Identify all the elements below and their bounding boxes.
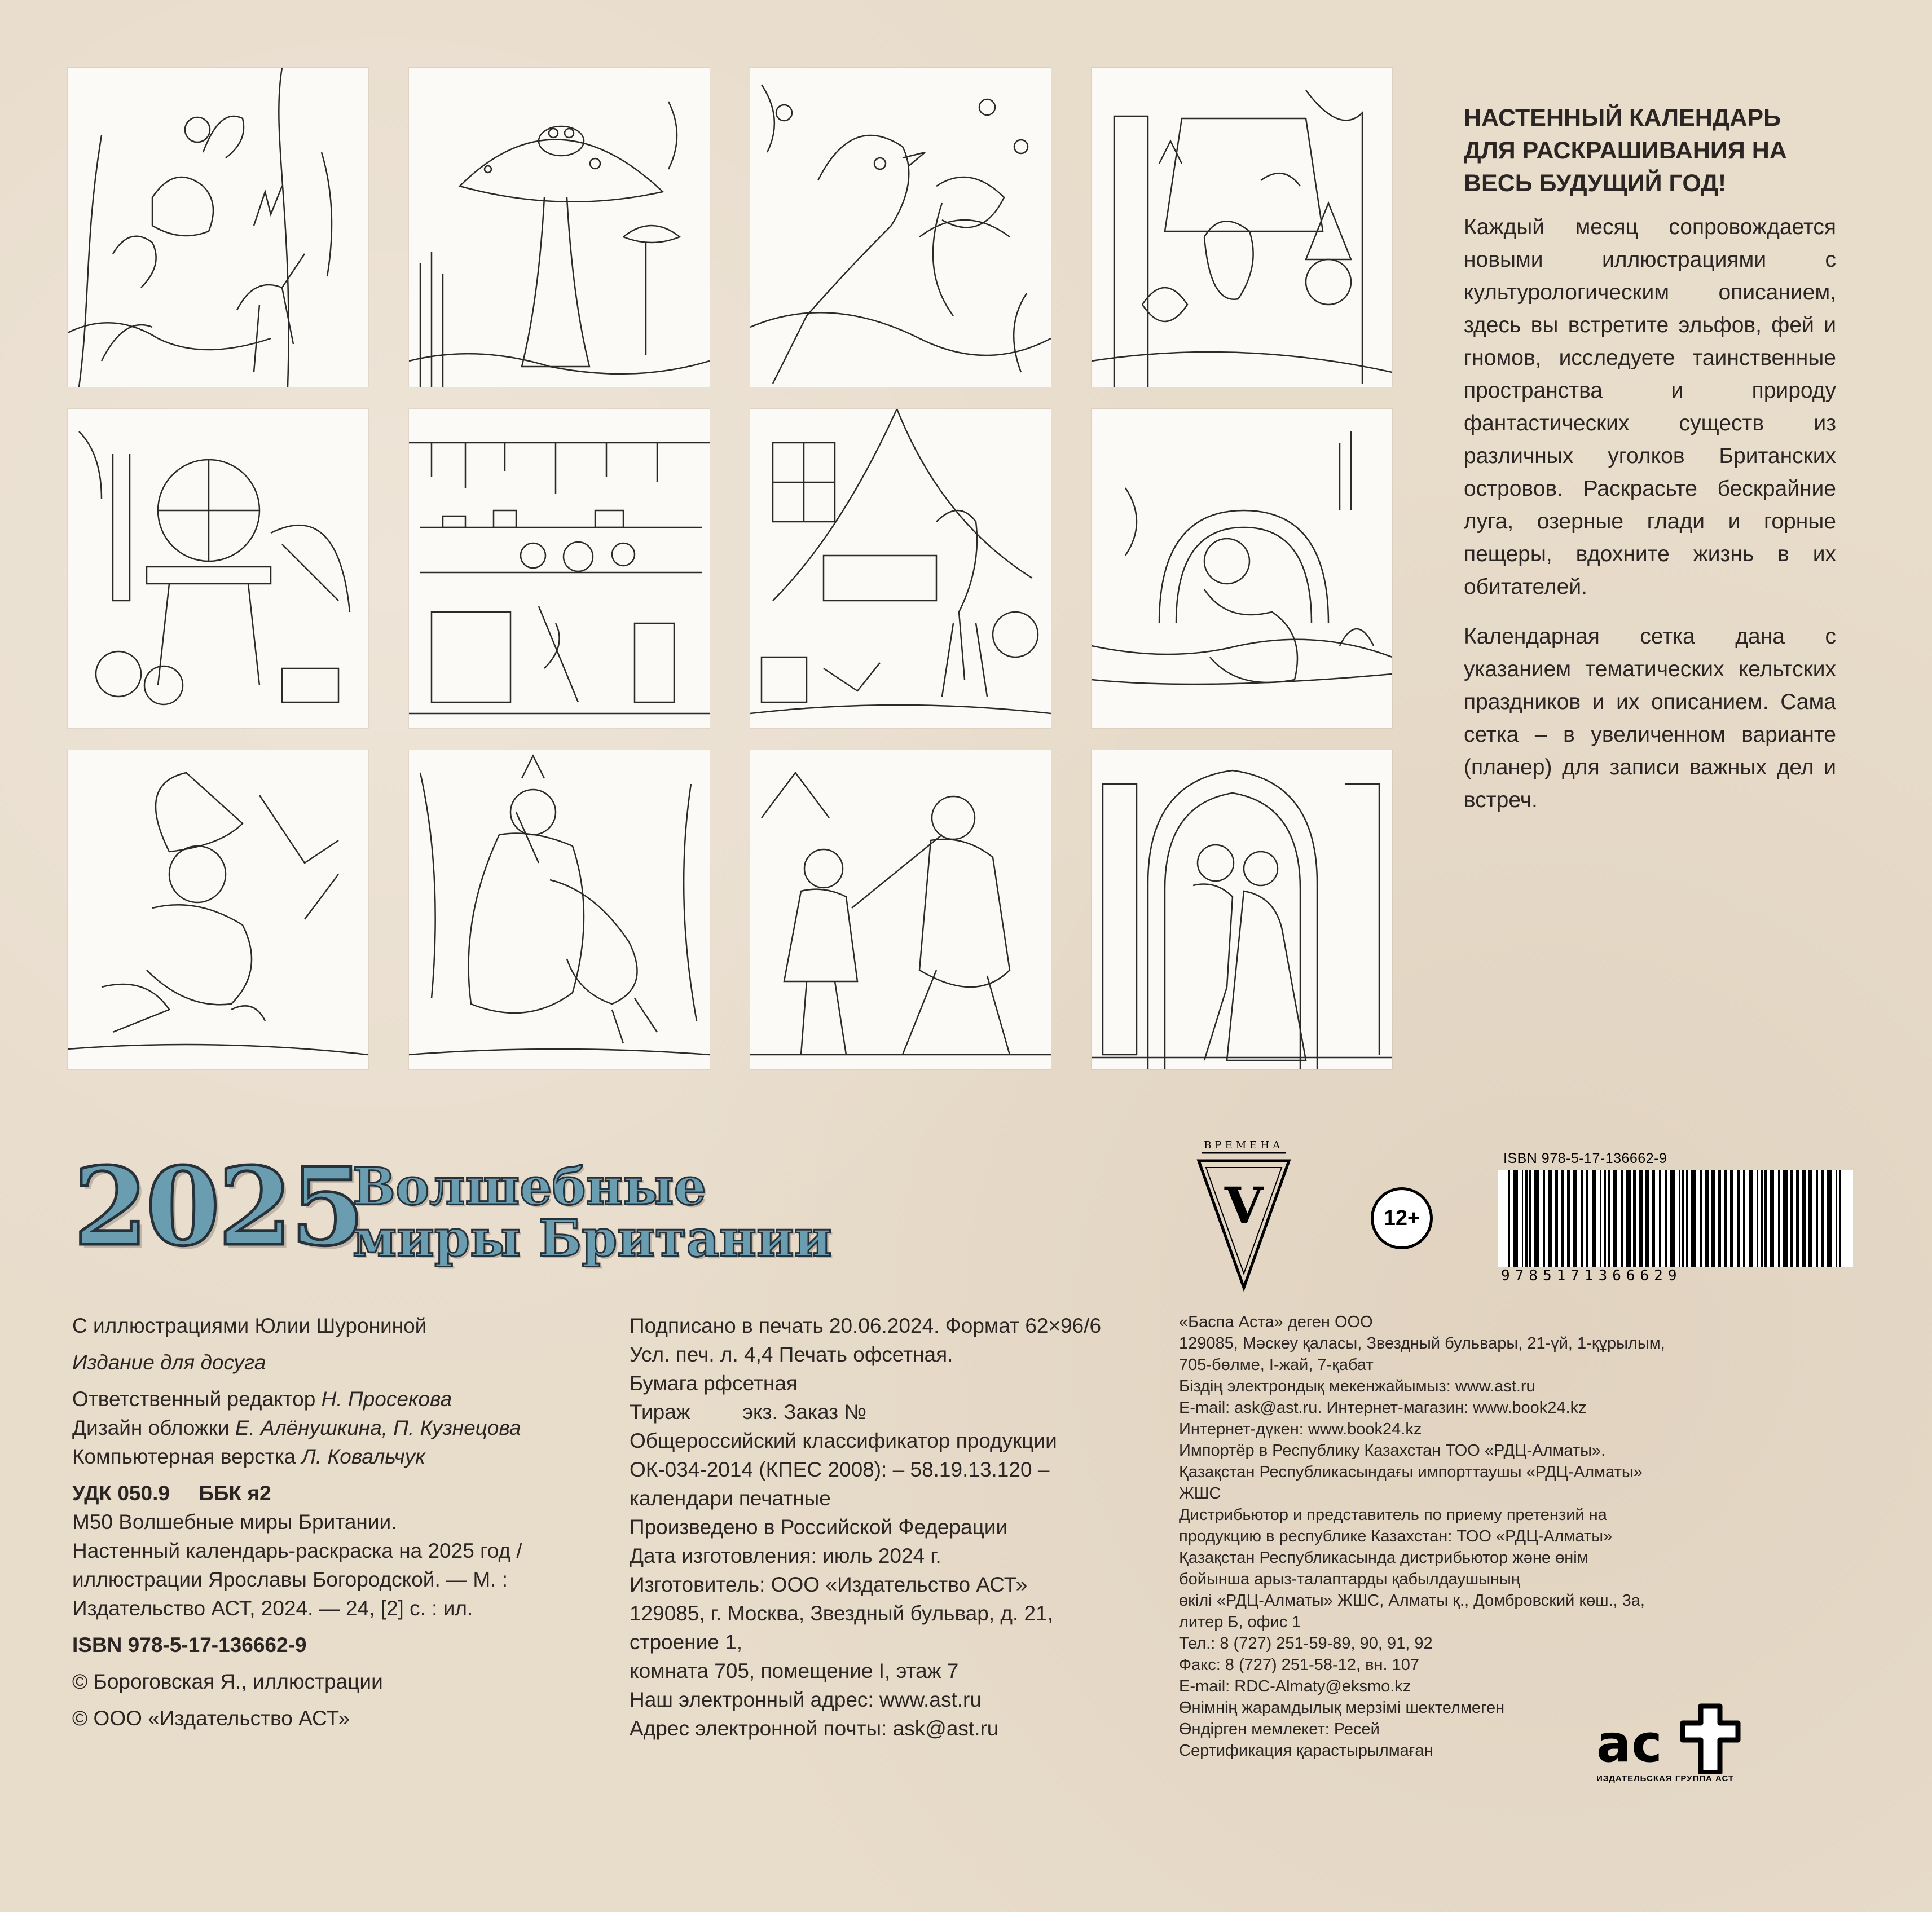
kz-info-line: Интернет-дүкен: www.book24.kz xyxy=(1179,1420,1422,1438)
line-art xyxy=(68,68,368,387)
kz-info-column xyxy=(1179,1311,1799,1761)
troll-bridge-illustration xyxy=(1092,409,1392,728)
barcode-bars xyxy=(1498,1170,1853,1267)
vremena-logo xyxy=(1196,1138,1292,1293)
line-art xyxy=(409,409,710,728)
barcode-bar xyxy=(1522,1170,1523,1267)
ast-logo xyxy=(1596,1700,1760,1774)
title-name xyxy=(353,1157,832,1268)
gnome-cave-illustration xyxy=(1092,68,1392,387)
barcode-bar xyxy=(1645,1170,1649,1267)
barcode-bar xyxy=(1639,1170,1643,1267)
barcode-bar xyxy=(1757,1170,1758,1267)
barcode-bar xyxy=(1718,1170,1721,1267)
barcode-bar xyxy=(1534,1170,1539,1267)
kz-info-line: 705-бөлме, I-жай, 7-қабат xyxy=(1179,1356,1374,1374)
barcode-bar xyxy=(1808,1170,1812,1267)
barcode-bar xyxy=(1679,1170,1680,1267)
layout-credit xyxy=(72,1442,580,1471)
line-art xyxy=(750,68,1051,387)
fairy-riders-deer-illustration xyxy=(68,68,368,387)
print-info-line: Наш электронный адрес: www.ast.ru xyxy=(630,1688,982,1711)
kz-info-line: Өндірген мемлекет: Ресей xyxy=(1179,1720,1380,1738)
barcode-isbn-label: ISBN 978-5-17-136662-9 xyxy=(1503,1151,1667,1166)
barcode-bar xyxy=(1581,1170,1583,1267)
kz-info-line: бойынша арыз-талаптарды қабылдаушының xyxy=(1179,1570,1520,1588)
barcode-bar xyxy=(1796,1170,1799,1267)
barcode xyxy=(1498,1151,1864,1292)
kz-info-line: «Баспа Аста» деген ООО xyxy=(1179,1313,1373,1331)
barcode-bar xyxy=(1711,1170,1715,1267)
vremena-logo-letter: V xyxy=(1224,1176,1264,1235)
kz-info-line: Тел.: 8 (727) 251-59-89, 90, 91, 92 xyxy=(1179,1635,1433,1653)
couple-archway-illustration xyxy=(1092,750,1392,1069)
globe-study-illustration xyxy=(68,409,368,728)
title-line-2: миры Британии xyxy=(353,1209,832,1268)
barcode-bar xyxy=(1802,1170,1806,1267)
barcode-bar xyxy=(1613,1170,1617,1267)
barcode-bar xyxy=(1839,1170,1841,1267)
print-info-line: календари печатные xyxy=(630,1487,831,1510)
kitchen-brownie-illustration xyxy=(409,409,710,728)
barcode-bar xyxy=(1665,1170,1667,1267)
print-info-line: Тираж экз. Заказ № xyxy=(630,1400,867,1424)
barcode-bar xyxy=(1573,1170,1577,1267)
barcode-bar xyxy=(1764,1170,1767,1267)
tent-elf-illustration xyxy=(750,409,1051,728)
barcode-bar xyxy=(1548,1170,1552,1267)
barcode-bar xyxy=(1608,1170,1610,1267)
kz-info-line: продукцию в республике Казахстан: ТОО «РДЦ-Алматы» xyxy=(1179,1527,1613,1545)
print-info-column xyxy=(630,1311,1148,1743)
kz-info-line: Өнімнің жарамдылық мерзімі шектелмеген xyxy=(1179,1699,1505,1717)
barcode-bar xyxy=(1778,1170,1780,1267)
kz-info-line: Қазақстан Республикасында дистрибьютор және өнім xyxy=(1179,1549,1588,1567)
vremena-logo-text: ВРЕМЕНА xyxy=(1204,1139,1284,1151)
credits-column xyxy=(72,1311,580,1733)
barcode-bar xyxy=(1543,1170,1545,1267)
illustrator-credit: С иллюстрациями Юлии Шурониной xyxy=(72,1314,427,1337)
barcode-bar xyxy=(1652,1170,1655,1267)
editor-credit xyxy=(72,1385,580,1413)
age-rating-badge: 12+ xyxy=(1371,1187,1433,1249)
leprechaun-illustration xyxy=(68,750,368,1069)
barcode-bar xyxy=(1691,1170,1696,1267)
barcode-stripes xyxy=(1498,1170,1853,1267)
ast-logo-text: ac xyxy=(1596,1713,1662,1774)
bird-fairy-illustration xyxy=(750,68,1051,387)
barcode-bar xyxy=(1604,1170,1606,1267)
barcode-bar xyxy=(1600,1170,1601,1267)
description-paragraph-2: Календарная сетка дана с указанием тематических кельтских праздников и их описанием. Сама сетка – в увеличенном варианте (планер) для записи важных дел и встреч. xyxy=(1464,624,1836,812)
kz-info-line: 129085, Мәскеу қаласы, Звездный бульвары, 21-үй, 1-құрылым, xyxy=(1179,1334,1665,1353)
print-info-line: Общероссийский классификатор продукции xyxy=(630,1429,1057,1452)
line-art xyxy=(1092,409,1392,728)
barcode-bar xyxy=(1783,1170,1788,1267)
barcode-bar xyxy=(1761,1170,1763,1267)
ast-logo-cross xyxy=(1683,1706,1738,1773)
line-art xyxy=(409,68,710,387)
illustration-grid xyxy=(68,68,1340,1055)
catalog-desc-1: Настенный календарь-раскраска на 2025 год / xyxy=(72,1539,522,1562)
barcode-bar xyxy=(1659,1170,1661,1267)
barcode-bar xyxy=(1836,1170,1837,1267)
print-info-line: Адрес электронной почты: ask@ast.ru xyxy=(630,1717,999,1740)
kz-info-line: Біздің электрондық мекенжайымыз: www.ast.ru xyxy=(1179,1377,1535,1395)
print-info-line: Усл. печ. л. 4,4 Печать офсетная. xyxy=(630,1343,953,1366)
line-art xyxy=(409,750,710,1069)
kz-info-line: ЖШС xyxy=(1179,1484,1221,1503)
design-role: Дизайн обложки xyxy=(72,1416,235,1439)
knights-duel-illustration xyxy=(750,750,1051,1069)
kz-info-line: өкілі «РДЦ-Алматы» ЖШС, Алматы қ., Домбровский көш., 3а, xyxy=(1179,1592,1645,1610)
barcode-bar xyxy=(1621,1170,1623,1267)
line-art xyxy=(750,750,1051,1069)
kz-info-line: Дистрибьютор и представитель по приему претензий на xyxy=(1179,1506,1607,1524)
kz-info-line: литер Б, офис 1 xyxy=(1179,1613,1301,1631)
kz-info-line: Сертификация қарастырылмаған xyxy=(1179,1742,1433,1760)
barcode-bar xyxy=(1586,1170,1588,1267)
barcode-bar xyxy=(1686,1170,1688,1267)
print-info-line: Подписано в печать 20.06.2024. Формат 62×96/6 xyxy=(630,1314,1102,1337)
layout-role: Компьютерная верстка xyxy=(72,1445,302,1468)
design-credit xyxy=(72,1413,580,1442)
barcode-bar xyxy=(1592,1170,1596,1267)
isbn: ISBN 978-5-17-136662-9 xyxy=(72,1633,307,1657)
barcode-bar xyxy=(1770,1170,1774,1267)
barcode-bar xyxy=(1724,1170,1727,1267)
barcode-bar xyxy=(1821,1170,1824,1267)
unicorn-lady-illustration xyxy=(409,750,710,1069)
print-info-line: Изготовитель: ООО «Издательство АСТ» xyxy=(630,1573,1028,1596)
barcode-bar xyxy=(1790,1170,1793,1267)
line-art xyxy=(68,409,368,728)
editor-name: Н. Просекова xyxy=(321,1387,452,1411)
barcode-bar xyxy=(1525,1170,1528,1267)
line-art xyxy=(750,409,1051,728)
barcode-bar xyxy=(1633,1170,1636,1267)
barcode-bar xyxy=(1705,1170,1709,1267)
barcode-bar xyxy=(1626,1170,1631,1267)
description-block xyxy=(1464,102,1836,834)
print-info-line: Дата изготовления: июль 2024 г. xyxy=(630,1544,941,1567)
barcode-bar xyxy=(1682,1170,1684,1267)
title-line-1: Волшебные xyxy=(353,1157,706,1217)
barcode-bar xyxy=(1737,1170,1740,1267)
kz-info-line: E-mail: RDC-Almaty@eksmo.kz xyxy=(1179,1677,1411,1695)
print-info-line: комната 705, помещение I, этаж 7 xyxy=(630,1659,959,1682)
catalog-desc-3: Издательство АСТ, 2024. — 24, [2] с. : ил. xyxy=(72,1597,473,1620)
barcode-bar xyxy=(1513,1170,1518,1267)
mushroom-frog-illustration xyxy=(409,68,710,387)
barcode-bar xyxy=(1743,1170,1745,1267)
barcode-bar xyxy=(1670,1170,1675,1267)
description-heading: НАСТЕННЫЙ КАЛЕНДАРЬ ДЛЯ РАСКРАШИВАНИЯ НА ВЕСЬ БУДУЩИЙ ГОД! xyxy=(1464,104,1787,197)
kz-info-line: Қазақстан Республикасындағы импорттаушы «РДЦ-Алматы» xyxy=(1179,1463,1643,1481)
layout-name: Л. Ковальчук xyxy=(301,1445,425,1468)
barcode-bar xyxy=(1827,1170,1832,1267)
print-info-line: Произведено в Российской Федерации xyxy=(630,1515,1008,1539)
catalog-desc-2: иллюстрации Ярославы Богородской. — М. : xyxy=(72,1568,508,1591)
barcode-bar xyxy=(1749,1170,1753,1267)
print-info-line: строение 1, xyxy=(630,1631,742,1654)
barcode-digits: 9785171366629 xyxy=(1501,1267,1682,1284)
kz-info-line: E-mail: ask@ast.ru. Интернет-магазин: www.book24.kz xyxy=(1179,1399,1587,1417)
kz-info-line: Импортёр в Республику Казахстан ТОО «РДЦ-Алматы». xyxy=(1179,1442,1606,1460)
copyright-publisher: © ООО «Издательство АСТ» xyxy=(72,1707,350,1730)
barcode-bar xyxy=(1567,1170,1570,1267)
kz-info-line: Факс: 8 (727) 251-58-12, вн. 107 xyxy=(1179,1656,1419,1674)
barcode-bar xyxy=(1555,1170,1558,1267)
print-info-line: Бумага рфсетная xyxy=(630,1372,798,1395)
description-paragraph-1: Каждый месяц сопровождается новыми иллюстрациями с культурологическим описанием, здесь вы встретите эльфов, фей и гномов, исследуете таинственные пространства и природу фантастических существ из различных уголков Британских островов. Раскрасьте бескрайние луга, озерные глади и горные пещеры, вдохните жизнь в их обитателей. xyxy=(1464,215,1836,599)
barcode-bar xyxy=(1700,1170,1702,1267)
line-art xyxy=(1092,750,1392,1069)
classification-codes: УДК 050.9 ББК я2 xyxy=(72,1482,271,1505)
catalog-entry: М50 Волшебные миры Британии. xyxy=(72,1510,397,1534)
title-year: 2025 xyxy=(73,1144,363,1270)
line-art xyxy=(68,750,368,1069)
print-info-line: 129085, г. Москва, Звездный бульвар, д. 21, xyxy=(630,1602,1053,1625)
line-art xyxy=(1092,68,1392,387)
editor-role: Ответственный редактор xyxy=(72,1387,322,1411)
barcode-bar xyxy=(1561,1170,1564,1267)
barcode-bar xyxy=(1529,1170,1531,1267)
barcode-bar xyxy=(1508,1170,1510,1267)
print-info-line: ОК-034-2014 (КПЕС 2008): – 58.19.13.120 – xyxy=(630,1458,1050,1481)
design-name: Е. Алёнушкина, П. Кузнецова xyxy=(235,1416,521,1439)
ast-logo-subtitle: ИЗДАТЕЛЬСКАЯ ГРУППА АСТ xyxy=(1596,1774,1735,1783)
copyright-illustrations: © Бороговская Я., иллюстрации xyxy=(72,1670,383,1693)
barcode-bar xyxy=(1816,1170,1818,1267)
edition-type: Издание для досуга xyxy=(72,1351,266,1374)
barcode-bar xyxy=(1730,1170,1733,1267)
